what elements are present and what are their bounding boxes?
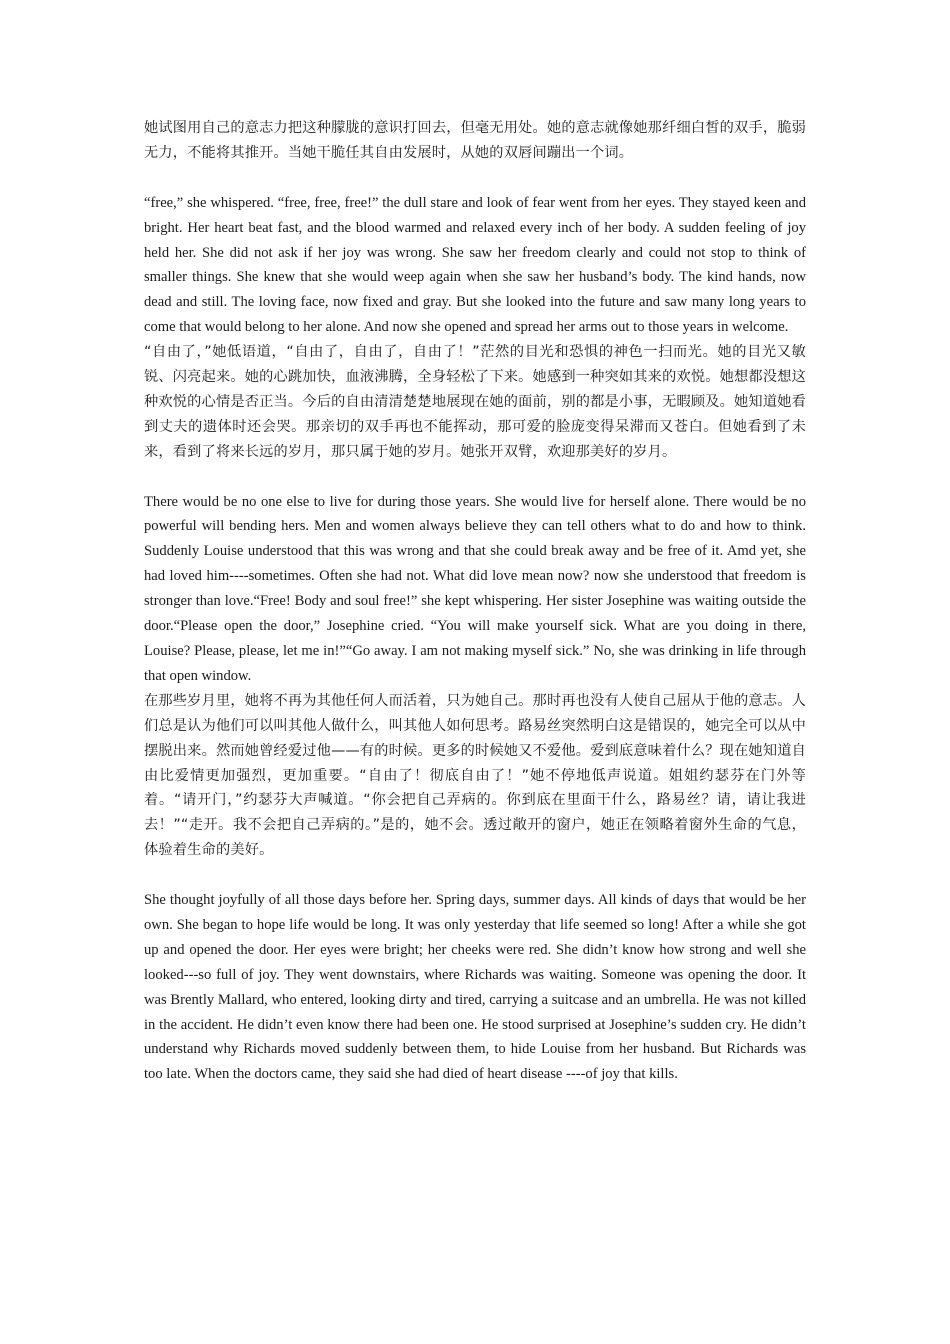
paragraph-chinese-years: 在那些岁月里，她将不再为其他任何人而活着，只为她自己。那时再也没有人使自己屈从于他的意志。人们总是认为他们可以叫其他人做什么，叫其他人如何思考。路易丝突然明白这是错误的，她完全可以从中摆脱出来。然而她曾经爱过他——有的时候。更多的时候她又不爱他。爱到底意味着什么？现在她知道自由比爱情更加强烈，更加重要。“自由了！彻底自由了！”她不停地低声说道。姐姐约瑟芬在门外等着。“请开门，”约瑟芬大声喊道。“你会把自己弄病的。你到底在里面干什么，路易丝？请，请让我进去！”“走开。我不会把自己弄病的。”是的，她不会。透过敞开的窗户，她正在领略着窗外生命的气息，体验着生命的美好。 xyxy=(144,692,806,859)
paragraph-english-free: “free,” she whispered. “free, free, free!” the dull stare and look of fear went from her eyes. They stayed keen and bright. Her heart beat fast, and the blood warmed and relaxed every inch of her body. A sudden feeling of joy held her. She did not ask if her joy was wrong. She saw her freedom clearly and could not stop to think of smaller things. She knew that she would weep again when she saw her husband’s body. The kind hands, now dead and still. The loving face, now fixed and gray. But she looked into the future and saw many long years to come that would belong to her alone. And now she opened and spread her arms out to those years in welcome. xyxy=(144,194,806,336)
paragraph-chinese-free: “自由了，”她低语道，“自由了，自由了，自由了！”茫然的目光和恐惧的神色一扫而光。她的目光又敏锐、闪亮起来。她的心跳加快，血液沸腾，全身轻松了下来。她感到一种突如其来的欢悦。她想都没想这种欢悦的心情是否正当。今后的自由清清楚楚地展现在她的面前，别的都是小事，无暇顾及。她知道她看到丈夫的遗体时还会哭。那亲切的双手再也不能挥动，那可爱的脸庞变得呆滞而又苍白。但她看到了未来，看到了将来长远的岁月，那只属于她的岁月。她张开双臂，欢迎那美好的岁月。 xyxy=(144,344,806,460)
document-page xyxy=(144,116,806,1087)
paragraph-gap xyxy=(144,863,806,888)
paragraph-english-ending: She thought joyfully of all those days before her. Spring days, summer days. All kinds of days that would be her own. She began to hope life would be long. It was only yesterday that life seemed so long! After a while she got up and opened the door. Her eyes were bright; her cheeks were red. She didn’t know how strong and well she looked---so full of joy. They went downstairs, where Richards was waiting. Someone was opening the door. It was Brently Mallard, who entered, looking dirty and tired, carrying a suitcase and an umbrella. He was not killed in the accident. He didn’t even know there had been one. He stood surprised at Josephine’s sudden cry. He didn’t understand why Richards moved suddenly between them, to hide Louise from her husband. But Richards was too late. When the doctors came, they said she had died of heart disease ----of joy that kills. xyxy=(144,892,806,1083)
paragraph-gap xyxy=(144,465,806,490)
paragraph-chinese-1: 她试图用自己的意志力把这种朦胧的意识打回去，但毫无用处。她的意志就像她那纤细白皙的双手，脆弱无力，不能将其推开。当她干脆任其自由发展时，从她的双唇间蹦出一个词。 xyxy=(144,120,806,161)
paragraph-english-years: There would be no one else to live for during those years. She would live for herself alone. There would be no powerful will bending hers. Men and women always believe they can tell others what to do and how to think. Suddenly Louise understood that this was wrong and that she could break away and be free of it. Amd yet, she had loved him----sometimes. Often she had not. What did love mean now? now she understood that freedom is stronger than love.“Free! Body and soul free!” she kept whispering. Her sister Josephine was waiting outside the door.“Please open the door,” Josephine cried. “You will make yourself sick. What are you doing in there, Louise? Please, please, let me in!”“Go away. I am not making myself sick.” No, she was drinking in life through that open window. xyxy=(144,493,806,684)
paragraph-gap xyxy=(144,166,806,191)
